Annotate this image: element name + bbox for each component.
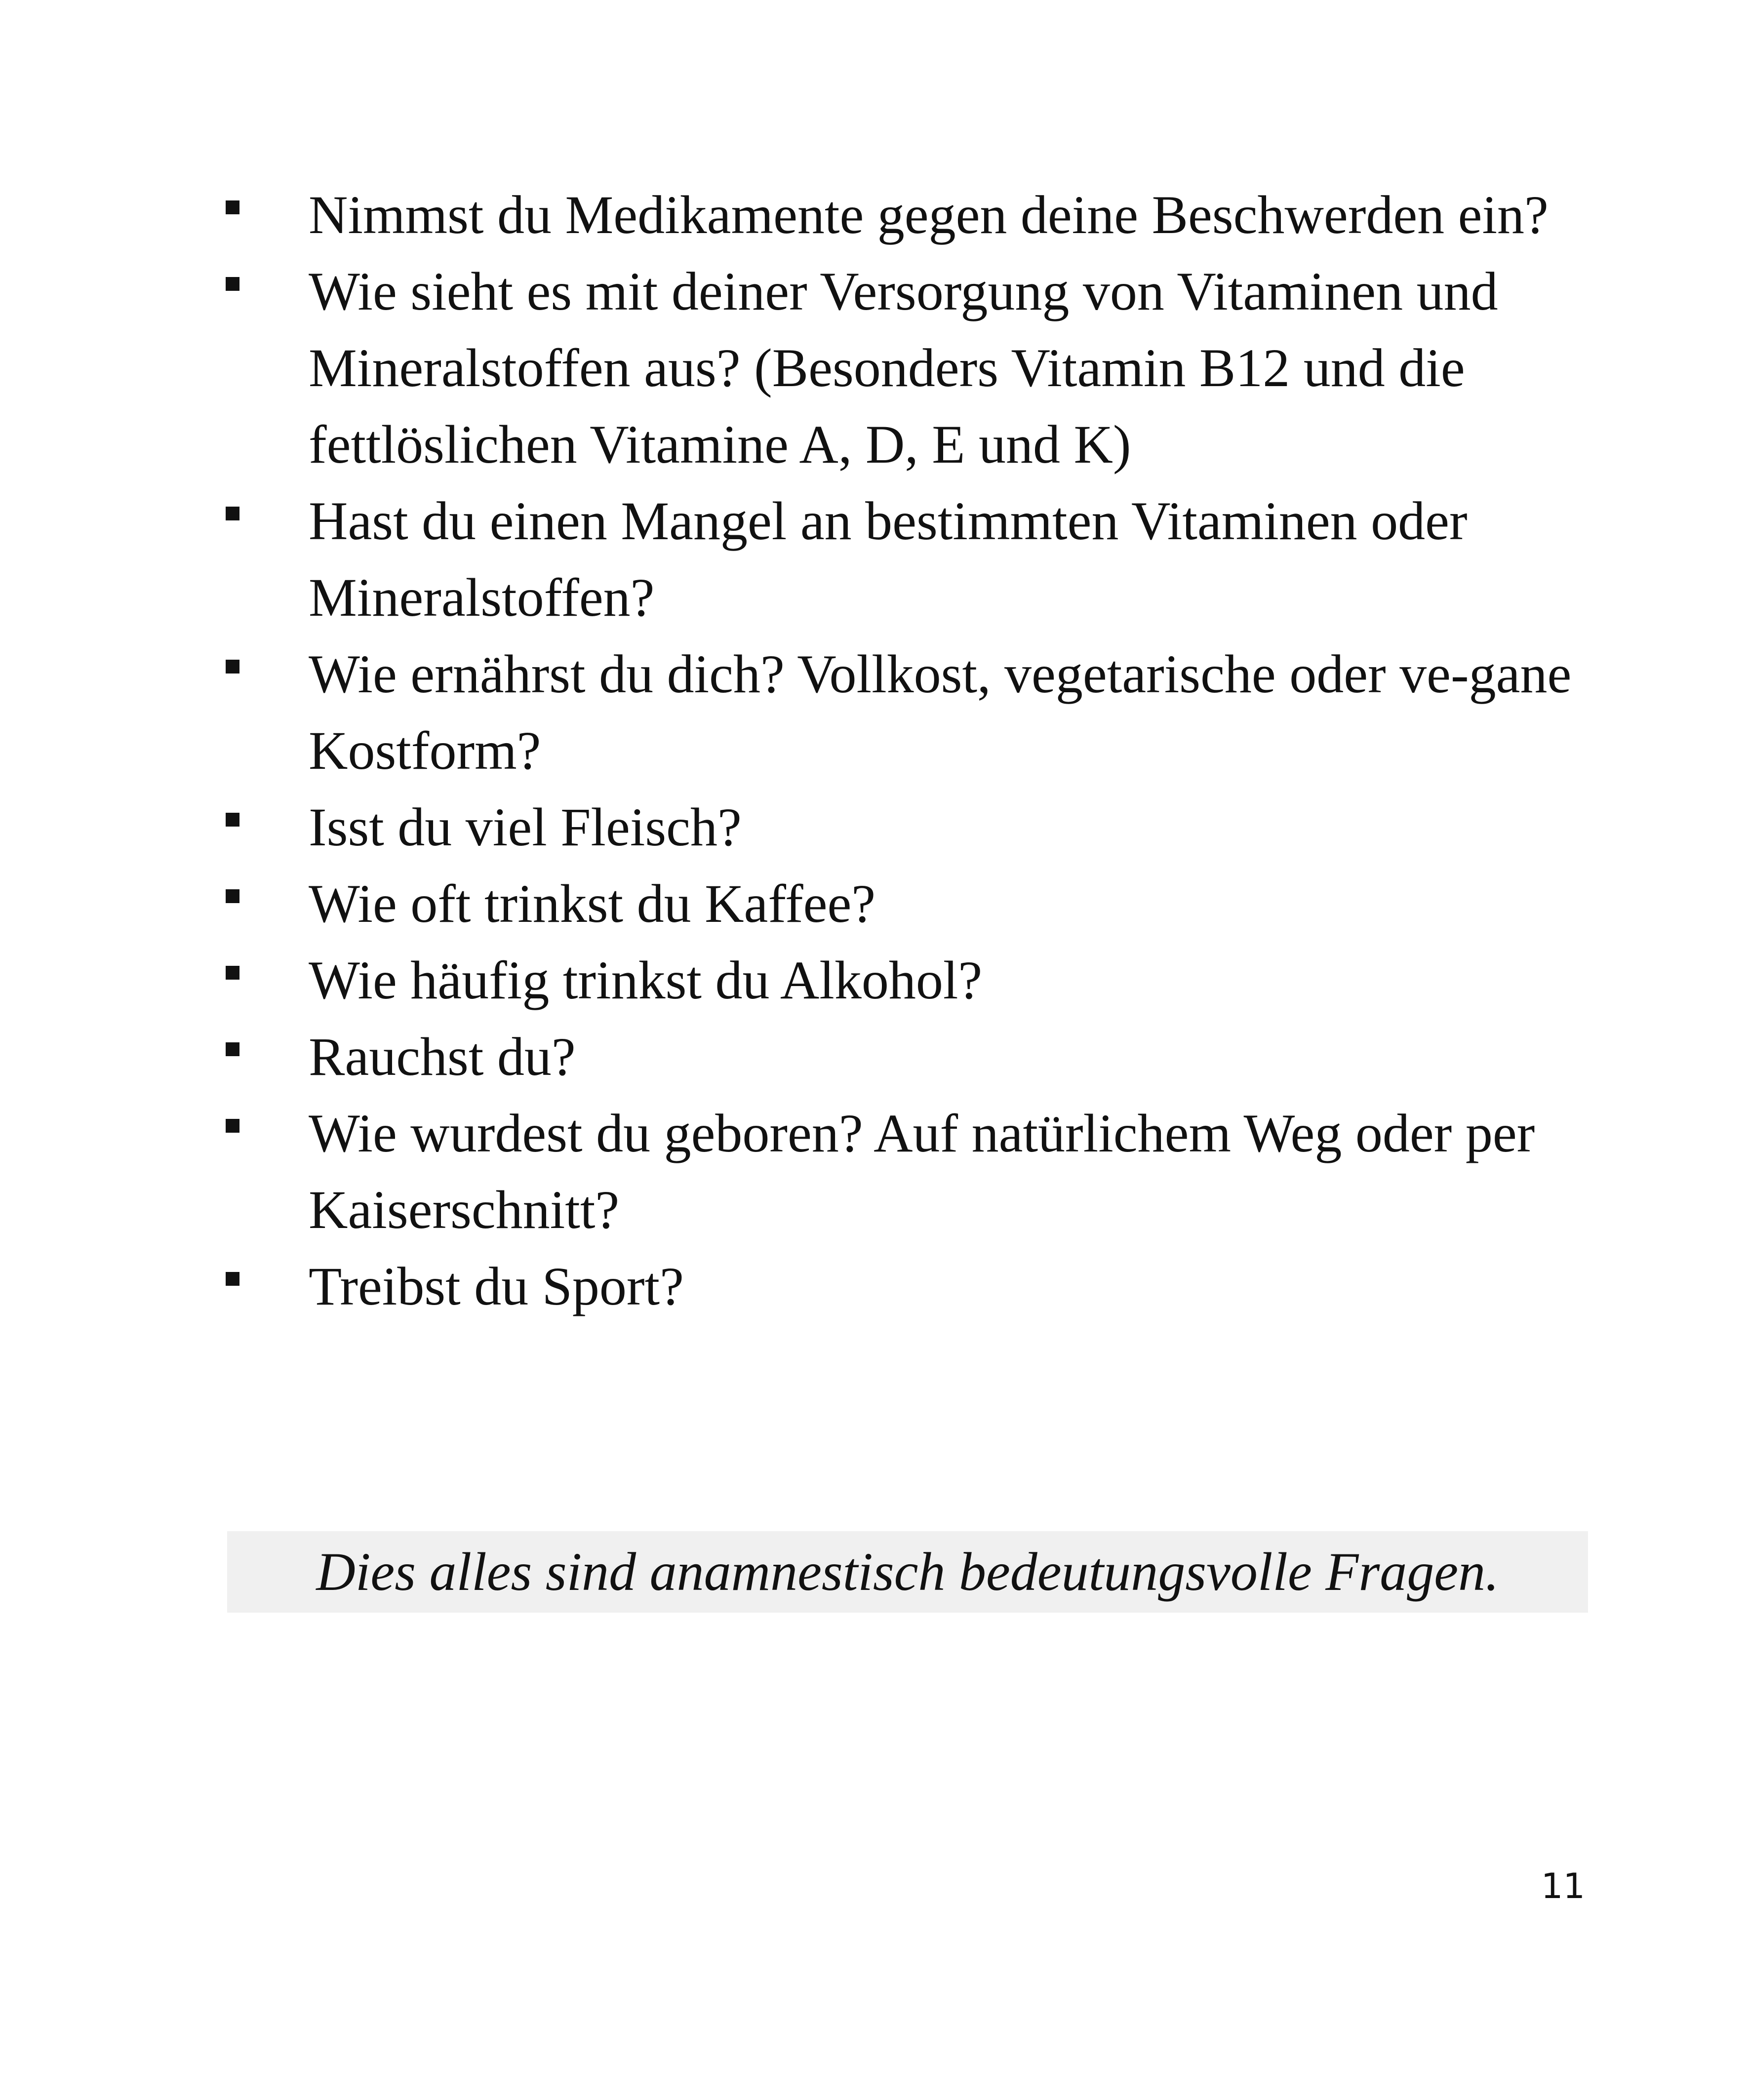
square-bullet-icon <box>226 1119 239 1133</box>
question-text: Treibst du Sport? <box>309 1256 684 1316</box>
list-item <box>225 177 1597 253</box>
summary-box <box>227 1531 1588 1613</box>
square-bullet-icon <box>226 966 239 980</box>
list-item <box>225 789 1597 866</box>
question-text: Wie wurdest du geboren? Auf natürlichem Weg oder per Kaiserschnitt? <box>309 1103 1535 1240</box>
question-text: Wie sieht es mit deiner Versorgung von Vitaminen und Mineralstoffen aus? (Besonders Vitamin B12 und die fettlöslichen Vitamine A, D, E und K) <box>309 261 1498 475</box>
list-item <box>225 636 1597 789</box>
list-item <box>225 1095 1597 1248</box>
square-bullet-icon <box>226 1042 239 1056</box>
page-number: 11 <box>1541 1866 1585 1906</box>
question-text: Hast du einen Mangel an bestimmten Vitaminen oder Mineralstoffen? <box>309 491 1468 628</box>
list-item <box>225 483 1597 636</box>
summary-text: Dies alles sind anamnestisch bedeutungsvolle Fragen. <box>316 1542 1499 1602</box>
list-item <box>225 1019 1597 1095</box>
question-text: Nimmst du Medikamente gegen deine Beschwerden ein? <box>309 185 1549 245</box>
question-list <box>225 177 1597 1325</box>
square-bullet-icon <box>226 1272 239 1286</box>
square-bullet-icon <box>226 889 239 903</box>
question-text: Rauchst du? <box>309 1027 576 1087</box>
question-text: Isst du viel Fleisch? <box>309 797 742 857</box>
list-item <box>225 253 1597 483</box>
square-bullet-icon <box>226 200 239 214</box>
square-bullet-icon <box>226 813 239 827</box>
square-bullet-icon <box>226 660 239 674</box>
square-bullet-icon <box>226 507 239 520</box>
question-text: Wie häufig trinkst du Alkohol? <box>309 950 983 1010</box>
question-text: Wie ernährst du dich? Vollkost, vegetarische oder ve-gane Kostform? <box>309 644 1572 781</box>
list-item <box>225 1248 1597 1325</box>
question-text: Wie oft trinkst du Kaffee? <box>309 873 876 934</box>
list-item <box>225 866 1597 942</box>
list-item <box>225 942 1597 1019</box>
square-bullet-icon <box>226 277 239 291</box>
